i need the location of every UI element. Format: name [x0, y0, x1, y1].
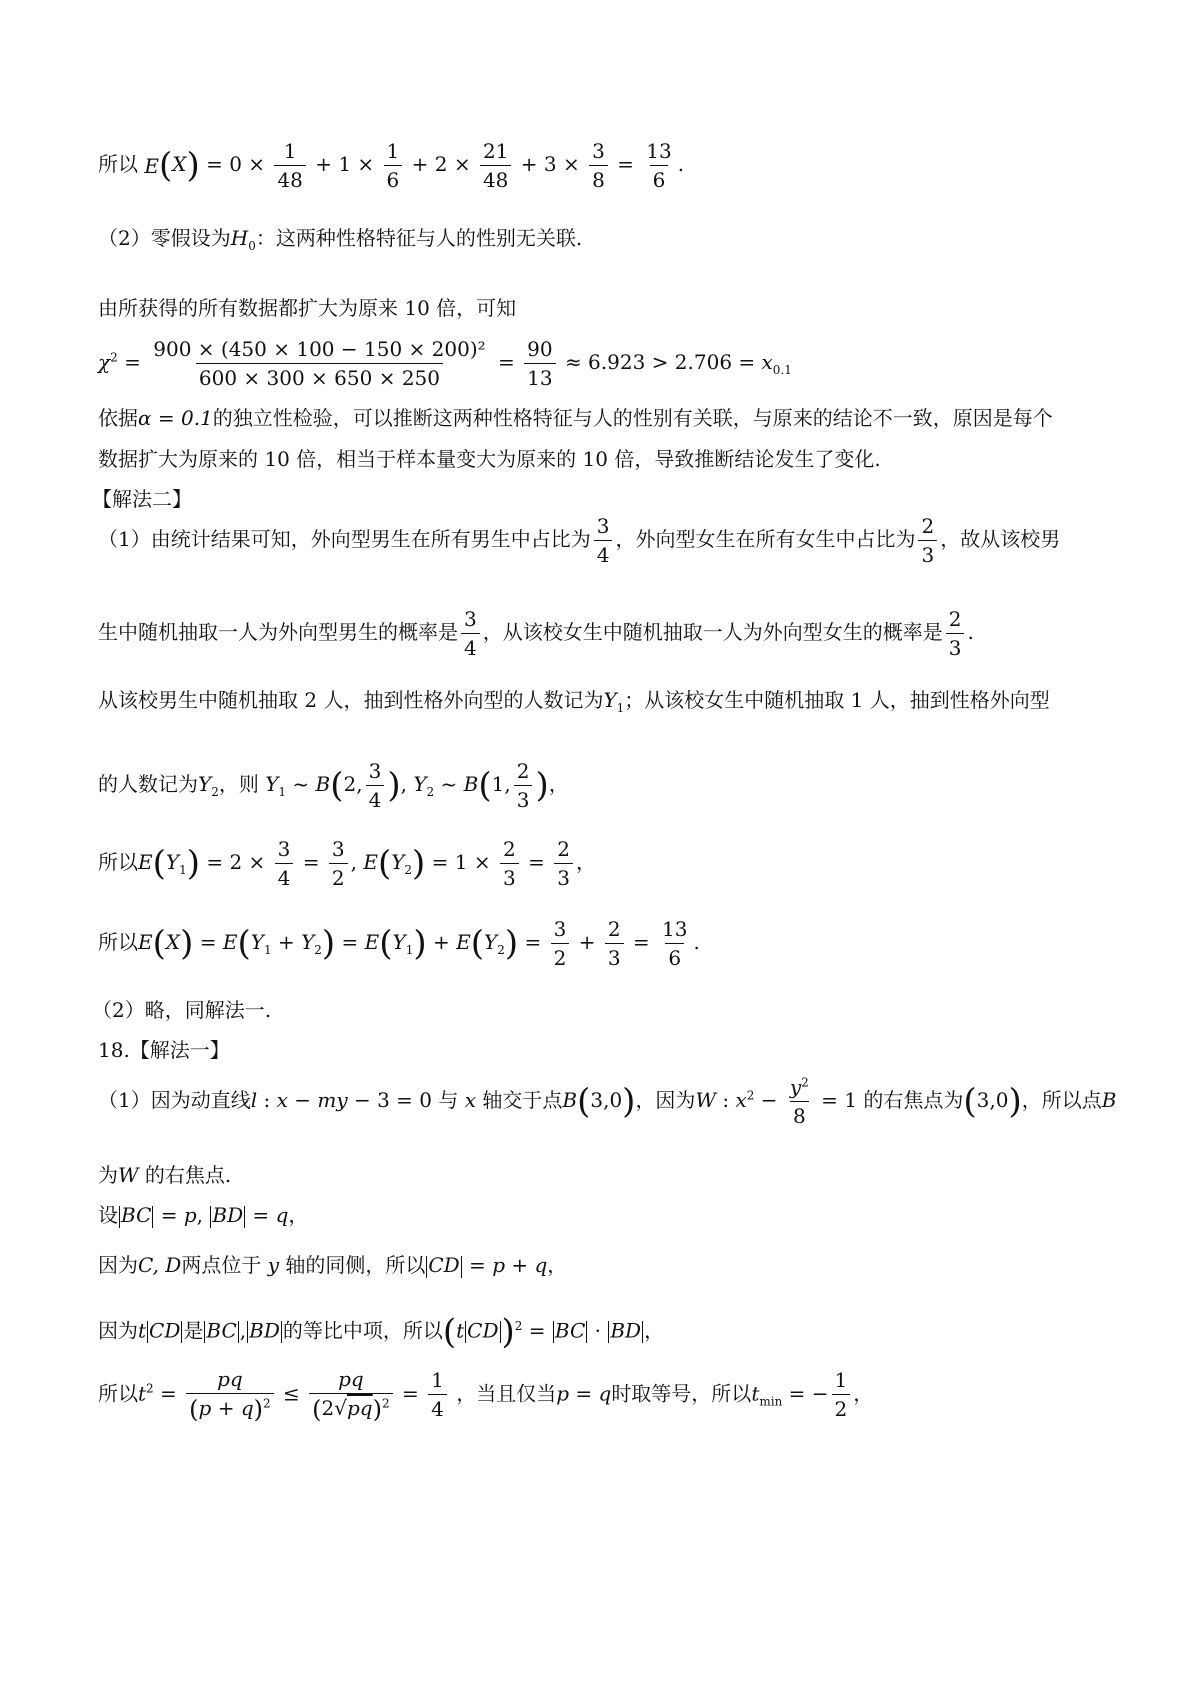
part2-omitted: （2）略，同解法一.	[92, 998, 272, 1022]
inequality-line: 所以$t^2$ = $\frac{pq}{(p + q)^2}$ ≤ $\frac{pq}{(2√pq)^2}$ = $\frac{1}{4}$ ，当且仅当p = q时取等号，所以$t_{min}$ = − $\frac{1}{2}$ ，	[98, 1367, 874, 1424]
math-E: E	[144, 153, 159, 178]
method-two-part1: （1）由统计结果可知，外向型男生在所有男生中占比为 $\frac{3}{4}$ ，外向型女生在所有女生中占比为 $\frac{2}{3}$ ，故从该校男	[98, 514, 1061, 567]
probability-line: 生中随机抽取一人为外向型男生的概率是 $\frac{3}{4}$ ，从该校女生中随机抽取一人为外向型女生的概率是 $\frac{2}{3}$ .	[98, 607, 974, 660]
null-hypothesis: （2）零假设为$H_0$：这两种性格特征与人的性别无关联.	[98, 226, 583, 253]
geometric-mean: 因为t CD 是 BC , BD 的等比中项，所以(t CD)$^2$ = BC · BD ，	[98, 1312, 665, 1352]
conclusion-line-1: 依据α = 0.1的独立性检验，可以推断这两种性格特征与人的性别有关联，与原来的结论不一致，原因是每个	[98, 406, 1053, 430]
define-pq: 设 BC = p, BD = q，	[98, 1203, 309, 1227]
conclusion-line-2: 数据扩大为原来的 10 倍，相当于样本量变大为原来的 10 倍，导致推断结论发生了变化.	[98, 447, 881, 471]
method-two-heading: 【解法二】	[92, 487, 192, 511]
data-scale-text: 由所获得的所有数据都扩大为原来 10 倍，可知	[98, 296, 517, 320]
binomial-line: 的人数记为$Y_2$，则 $Y_1$ ~ B(2, $\frac{3}{4}$ ), $Y_2$ ~ B(1, $\frac{2}{3}$ )，	[98, 759, 569, 812]
eq-expectation-y: 所以$E(Y_1) = 2$ × $\frac{3}{4}$ = $\frac{3}{2}$ , $E(Y_2) = 1$ × $\frac{2}{3}$ = $\frac{2}{3}$ ，	[98, 837, 596, 890]
sampling-line: 从该校男生中随机抽取 2 人，抽到性格外向型的人数记为$Y_1$；从该校女生中随机抽取 1 人，抽到性格外向型	[98, 688, 1050, 715]
question-18-heading: 18.【解法一】	[98, 1038, 230, 1062]
focus-line: （1）因为动直线l : x − my − 3 = 0 与 x 轴交于点B(3,0)，因为W : $x^2$ − $\frac{y^2}{8}$ = 1 的右焦点为(3,0)，所以点B	[98, 1075, 1117, 1128]
eq-chi-squared: $\chi^2$ = $\frac{\text{900 × (450 × 100 − 150 × 200)²}}{600 \times 300 \times 650 \times 250}$ = $\frac{90}{13}$ ≈ $6.923 > 2.706 = x_{0.1}$	[98, 337, 792, 390]
eq-expectation-x: 所以 E(X) = 0 × $\frac{1}{48}$ + 1 × $\frac{1}{6}$ + 2 × $\frac{21}{48}$ + 3 × $\frac{3}{8}$ = $\frac{13}{6}$ .	[98, 139, 685, 192]
same-side: 因为C, D两点位于 y 轴的同侧，所以 CD = p + q，	[98, 1253, 568, 1277]
text-suoyi: 所以	[98, 152, 138, 176]
eq-expectation-sum: 所以$E(X) = E(Y_1 + Y_2) = E(Y_1) + E(Y_2)$ = $\frac{3}{2}$ + $\frac{2}{3}$ = $\frac{13}{6}$ .	[98, 917, 700, 970]
focus-conclusion: 为W 的右焦点.	[98, 1163, 232, 1187]
